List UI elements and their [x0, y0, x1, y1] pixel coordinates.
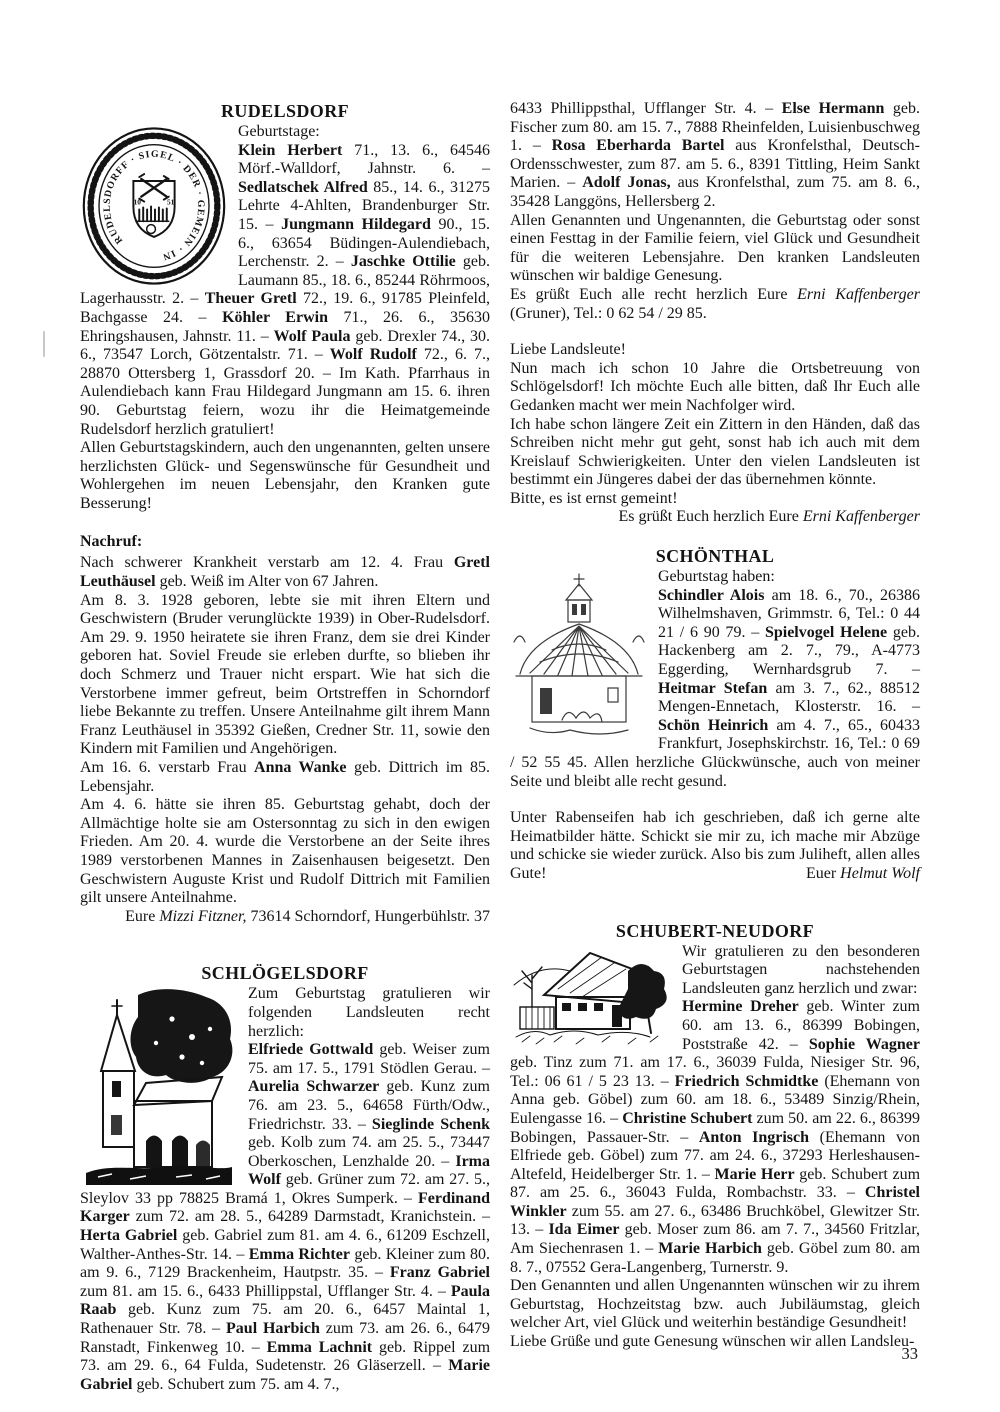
house-illustration: [510, 945, 672, 1047]
paragraph: 6433 Phillippsthal, Ufflanger Str. 4. – Else Hermann geb. Fischer zum 80. am 15. 7., 7888 Rheinfelden, Luisienbuschweg 1. – Rosa Eberharda Bartel aus Kronfelsthal, Deutsch-Ordensschwester, zum 87. am 5. 6., 8391 Tittling, Heim Sankt Marien. – Adolf Jonas, aus Kronfelsthal, zum 75. am 8. 6., 35428 Langgöns, Hellersberg 2.: [510, 100, 921, 210]
paragraph: Geburtstage:: [238, 123, 320, 140]
paragraph: Schindler Alois am 18. 6., 70., 26386 Wilhelmshaven, Grimmstr. 6, Tel.: 0 44 21 / 6 90 79. – Spielvogel Helene geb. Hackenberg am 2. 7., 79., A-4773 Eggerding, Wernhardsgrub 7. – Heitmar Stefan am 3. 7., 62., 88512 Mengen-Ennetach, Klosterstr. 16. – Schön Heinrich am 4. 7., 65., 60433 Frankfurt, Josephskirchstr. 16, Tel.: 0 69 / 52 55 45. Allen herzliche Glückwünsche, auch von meiner Seite und bleibt alle recht gesund.: [510, 586, 921, 790]
section-heading: SCHÖNTHAL: [655, 546, 775, 567]
paragraph: Hermine Dreher geb. Winter zum 60. am 13. 6., 86399 Bobingen, Poststraße 42. – Sophie Wagner geb. Tinz zum 71. am 17. 6., 36039 Fulda, Niesiger Str. 96, Tel.: 06 61 / 5 23 13. – Friedrich Schmidtke (Ehemann von Anna geb. Göbel) zum 60. am 18. 6., 53489 Sinzig/Rhein, Eulengasse 16. – Christine Schubert zum 50. am 22. 6., 86399 Bobingen, Passauer-Str. – Anton Ingrisch (Ehemann von Elfriede geb. Göbel) zum 77. am 24. 6., 37293 Herleshausen-Altefeld, Heidelberger Str. 1. – Marie Herr geb. Schubert zum 87. am 25. 6., 36043 Fulda, Rombachstr. 33. – Christel Winkler zum 55. am 27. 6., 63486 Bruchköbel, Glewitzer Str. 13. – Ida Eimer geb. Moser zum 86. am 7. 7., 34560 Fritzlar, Am Siechenrasen 1. – Marie Harbich geb. Göbel zum 80. am 8. 7., 07552 Gera-Langenberg, Turnerstr. 9.: [510, 998, 921, 1276]
paragraph: Elfriede Gottwald geb. Weiser zum 75. am 17. 5., 1791 Stödlen Gerau. – Aurelia Schwarzer geb. Kunz zum 76. am 23. 5., 64658 Fürth/Odw., Friedrichstr. 33. – Sieglinde Schenk geb. Kolb zum 74. am 25. 5., 73447 Oberkoschen, Lenzhalde 20. – Irma Wolf geb. Grüner zum 72. am 27. 5., Sleylov 33 pp 78825 Bramá 1, Okres Sumperk. – Ferdinand Karger zum 72. am 28. 5., 64289 Darmstadt, Kranichstein. – Herta Gabriel geb. Gabriel zum 81. am 4. 6., 61209 Eschzell, Walther-Anthes-Str. 14. – Emma Richter geb. Kleiner zum 80. am 9. 6., 7129 Brackenheim, Hautpstr. 35. – Franz Gabriel zum 81. am 15. 6., 6433 Phillippstal, Ufflanger Str. 4. – Paula Raab geb. Kunz zum 75. am 20. 6., 6457 Maintal 1, Rathenauer Str. 78. – Paul Harbich zum 73. am 26. 6., 6479 Ranstadt, Finkenweg 10. – Emma Lachnit geb. Rippel zum 73. am 29. 6., 64 Fulda, Sudetenstr. 26 Gläserzell. – Marie Gabriel geb. Schubert zum 75. am 4. 7.,: [80, 1041, 491, 1393]
seal-year-right: 51: [167, 197, 175, 207]
paragraph: Liebe Landsleute!: [510, 341, 626, 359]
paragraph: Wir gratulieren zu den besonderen Geburtstagen nachstehenden Landsleuten ganz herzlich und zwar:: [682, 942, 920, 997]
paragraph: Nach schwerer Krankheit verstarb am 12. 4. Frau Gretl Leuthäusel geb. Weiß im Alter von 67 Jahren.: [80, 554, 490, 591]
paragraph: Am 8. 3. 1928 geboren, lebte sie mit ihren Eltern und Geschwistern (Bruder verunglückte 1939) in Ober-Rudelsdorf. Am 29. 9. 1950 heiratete sie ihren Franz, dem sie drei Kinder geboren hat. Soviel Freude sie erleben durfte, so blieben ihr doch Schmerz und Trauer nicht erspart. Wie hat sich die Verstorbene immer gefreut, beim Ortstreffen in Schorndorf liebe Bekannte zu treffen. Unsere Anteilnahme gilt ihrem Mann Franz Leuthäusel in 35392 Gießen, Credner Str. 11, sowie den Kindern mit Familien und Angehörigen.: [80, 591, 490, 758]
paragraph: Liebe Grüße und gute Genesung wünschen wir allen Landsleu-: [510, 1333, 915, 1351]
section-schloegelsdorf: [80, 962, 490, 1394]
left-column: [80, 100, 490, 1394]
page-number: 33: [901, 1344, 918, 1363]
paragraph: Ich habe schon längere Zeit ein Zittern in den Händen, daß das Schreiben nicht mehr gut geht, sonst hab ich auch mit dem Kreislauf Schwierigkeiten. Unter den vielen Landsleuten ist bestimmt ein Jüngeres dabei der das übernehmen könnte.: [510, 415, 920, 489]
church-illustration: [80, 987, 238, 1187]
scan-artifact: [43, 331, 45, 357]
section-schubert-neudorf: [510, 920, 920, 1352]
paragraph: Am 4. 6. hätte sie ihren 85. Geburtstag gehabt, doch der Allmächtige holte sie am Ostersonntag zu sich in den ewigen Frieden. Am 20. 4. wurde die Verstorbene an der Seite ihres 1989 verstorbenen Mannes in Zaisenhausen beigesetzt. Den Geschwistern Auguste Krist und Rudolf Dittrich mit Familien gilt unsere Anteilnahme.: [80, 796, 490, 907]
paragraph: Unter Rabenseifen hab ich geschrieben, daß ich gerne alte Heimatbilder hätte. Schickt sie mir zu, ich mache mir Abzüge und schicke sie wieder zurück. Also bis zum Juliheft, allen alles Gute! Euer Helmut Wolf: [510, 809, 920, 882]
seal-illustration: [80, 125, 228, 287]
paragraph: Allen Genannten und Ungenannten, die Geburtstag oder sonst einen Festtag in der Familie feiern, viel Glück und Gesundheit für die weiteren Lebensjahre. Den kranken Landsleuten wünschen wir baldige Genesung.: [510, 211, 920, 285]
section-heading: SCHUBERT-NEUDORF: [615, 920, 815, 941]
signature: Euer Helmut Wolf: [805, 864, 920, 882]
paragraph: Geburtstag haben:: [658, 568, 775, 586]
paragraph: Es grüßt Euch herzlich Eure Erni Kaffenberger: [618, 508, 920, 526]
seal-year-left: 10: [133, 197, 141, 207]
paragraph: Allen Geburtstagskindern, auch den ungenannten, gelten unsere herzlichsten Glück- und Segenswünsche für Gesundheit und Wohlergehen im neuen Lebensjahr, den Kranken gute Besserung!: [80, 439, 490, 512]
section-birthday-continuation: [510, 100, 920, 323]
section-liebe-landsleute: [510, 341, 920, 527]
paragraph: Eure Mizzi Fitzner, 73614 Schorndorf, Hungerbühlstr. 37: [125, 907, 490, 925]
paragraph: Klein Herbert 71., 13. 6., 64546 Mörf.-Walldorf, Jahnstr. 6. – Sedlatschek Alfred 85., 14. 6., 31275 Lehrte 4-Ahlten, Brandenburger Str. 15. – Jungmann Hildegard 90., 15. 6., 63654 Büdingen-Aulendiebach, Lerchenstr. 2. – Jaschke Ottilie geb. Laumann 85., 18. 6., 85244 Röhrmoos, Lagerhausstr. 2. – Theuer Gretl 72., 19. 6., 91785 Pleinfeld, Bachgasse 24. – Köhler Erwin 71., 26. 6., 35630 Ehringshausen, Jahnstr. 11. – Wolf Paula geb. Drexler 74., 30. 6., 73547 Lorch, Götzentalstr. 71. – Wolf Rudolf 72., 6. 7., 28870 Ottersberg 1, Grassdorf 20. – Im Kath. Pfarrhaus in Aulendiebach kann Frau Hildegard Jungmann am 15. 6. ihren 90. Geburtstag feiern, wozu ihr die Heimatgemeinde Rudelsdorf herzlich gratuliert!: [80, 141, 491, 438]
section-rudelsdorf: [80, 100, 490, 513]
section-heading: SCHLÖGELSDORF: [201, 963, 369, 984]
right-column: [510, 100, 920, 1394]
svg-text:RUDELSDORFF · SIGEL · DER · GE: [102, 149, 207, 262]
section-heading: RUDELSDORF: [220, 101, 349, 121]
paragraph: Es grüßt Euch alle recht herzlich Eure Erni Kaffenberger (Gruner), Tel.: 0 62 54 / 29 85.: [510, 285, 920, 322]
paragraph: Am 16. 6. verstarb Frau Anna Wanke geb. Dittrich im 85. Lebensjahr.: [80, 759, 491, 795]
chapel-illustration: [510, 570, 648, 742]
section-rabenseifen-note: [510, 809, 920, 883]
paragraph: Bitte, es ist ernst gemeint!: [510, 489, 678, 507]
section-heading: Nachruf:: [80, 533, 143, 551]
paragraph: Zum Geburtstag gratulieren wir folgenden Landsleuten recht herzlich:: [248, 985, 490, 1040]
paragraph: Nun mach ich schon 10 Jahre die Ortsbetreuung von Schlögelsdorf! Ich möchte Euch alle bitten, daß Ihr Euch alle Gedanken macht wer mein Nachfolger wird.: [510, 359, 920, 414]
two-column-layout: [80, 100, 920, 1394]
section-schoenthal: [510, 545, 920, 791]
seal-ring-text: RUDELSDORFF · SIGEL · DER · GEMEIN · IN: [101, 148, 207, 263]
section-nachruf: [80, 531, 490, 926]
paragraph: Den Genannten und allen Ungenannten wünschen wir zu ihrem Geburtstag, Hochzeitstag bzw. auch Jubiläumstag, gleich welcher Art, viel Glück und weiterhin beständige Gesundheit!: [510, 1277, 920, 1332]
